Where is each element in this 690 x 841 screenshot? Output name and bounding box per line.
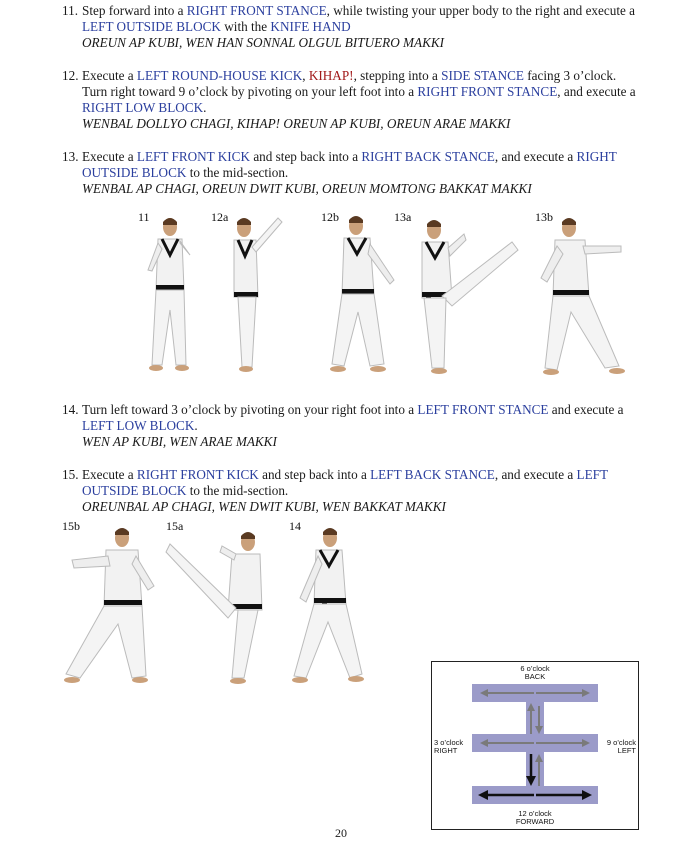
technique-term: LEFT BACK STANCE xyxy=(370,467,495,482)
technique-term: SIDE STANCE xyxy=(441,68,524,83)
photo-label-12a: 12a xyxy=(211,210,229,224)
step-number: 15. xyxy=(62,467,79,482)
photo-label-15a: 15a xyxy=(166,519,184,533)
instruction-text: and execute a xyxy=(548,402,624,417)
technique-term: RIGHT FRONT STANCE xyxy=(417,84,558,99)
kihap-callout: KIHAP! xyxy=(308,68,354,83)
technique-term: LEFT OUTSIDE BLOCK xyxy=(82,19,221,34)
martial-artist-figure xyxy=(222,212,297,375)
korean-terms: WENBAL AP CHAGI, OREUN DWIT KUBI, OREUN MOMTONG BAKKAT MAKKI xyxy=(82,181,532,196)
martial-artist-figure xyxy=(412,212,524,377)
korean-terms: OREUN AP KUBI, WEN HAN SONNAL OLGUL BITUERO MAKKI xyxy=(82,35,445,50)
technique-term: LEFT FRONT STANCE xyxy=(417,402,549,417)
step-13 xyxy=(62,149,642,197)
technique-term: RIGHT FRONT KICK xyxy=(136,467,259,482)
martial-artist-figure xyxy=(290,522,366,687)
pattern-diagram xyxy=(431,661,639,830)
technique-term: LEFT FRONT KICK xyxy=(136,149,251,164)
step-12 xyxy=(62,68,642,132)
instruction-text: with the xyxy=(220,19,271,34)
martial-artist-figure xyxy=(140,215,200,375)
instruction-text: , stepping into a xyxy=(353,68,442,83)
martial-artist-figure xyxy=(164,522,274,687)
page-number: 20 xyxy=(335,826,347,840)
pattern-lines xyxy=(432,662,638,829)
step-number: 11. xyxy=(62,3,78,18)
technique-term: LEFT OUTSIDE BLOCK xyxy=(82,467,608,498)
martial-artist-figure xyxy=(535,212,635,377)
photo-label-15b: 15b xyxy=(62,519,80,533)
technique-term: KNIFE HAND xyxy=(270,19,351,34)
instruction-text: . xyxy=(194,418,198,433)
step-instruction xyxy=(82,3,642,35)
technique-term: LEFT ROUND-HOUSE KICK xyxy=(136,68,303,83)
step-number: 14. xyxy=(62,402,79,417)
instruction-text: Step forward into a xyxy=(82,3,187,18)
label-right: 3 o’clock RIGHT xyxy=(434,738,464,755)
technique-term: RIGHT OUTSIDE BLOCK xyxy=(82,149,617,180)
label-forward: 12 o’clock FORWARD xyxy=(515,809,555,826)
instruction-text: and step back into a xyxy=(250,149,362,164)
step-11 xyxy=(62,3,642,51)
instruction-text: . xyxy=(203,100,207,115)
photo-label-12b: 12b xyxy=(321,210,339,224)
technique-term: RIGHT BACK STANCE xyxy=(361,149,495,164)
martial-artist-figure xyxy=(330,212,400,377)
step-instruction xyxy=(82,402,642,434)
martial-artist-figure xyxy=(62,522,162,687)
instruction-text: to the mid-section. xyxy=(186,483,289,498)
instruction-text: , while twisting your upper body to the right and execute a xyxy=(326,3,635,18)
step-number: 13. xyxy=(62,149,79,164)
instruction-text: Execute a xyxy=(82,68,137,83)
instruction-text: to the mid-section. xyxy=(186,165,289,180)
instruction-text: Turn left toward 3 o’clock by pivoting on your right foot into a xyxy=(82,402,418,417)
instruction-text: Execute a xyxy=(82,149,137,164)
instruction-text: facing 3 o’clock. Turn right toward 9 o’clock by pivoting on your left foot into a xyxy=(82,68,617,99)
step-15 xyxy=(62,467,642,515)
korean-terms: WEN AP KUBI, WEN ARAE MAKKI xyxy=(82,434,277,449)
korean-terms: WENBAL DOLLYO CHAGI, KIHAP! OREUN AP KUBI, OREUN ARAE MAKKI xyxy=(82,116,511,131)
photo-label-13a: 13a xyxy=(394,210,412,224)
photo-label-14: 14 xyxy=(289,519,301,533)
label-left: 9 o’clock LEFT xyxy=(606,738,636,755)
korean-terms: OREUNBAL AP CHAGI, WEN DWIT KUBI, WEN BAKKAT MAKKI xyxy=(82,499,446,514)
photo-label-13b: 13b xyxy=(535,210,553,224)
instruction-text: , and execute a xyxy=(557,84,636,99)
photo-label-11: 11 xyxy=(138,210,150,224)
label-back: 6 o’clock BACK xyxy=(520,664,550,681)
technique-term: LEFT LOW BLOCK xyxy=(82,418,195,433)
step-instruction xyxy=(82,149,642,181)
step-14 xyxy=(62,402,642,450)
step-instruction xyxy=(82,467,642,499)
instruction-text: , and execute a xyxy=(494,149,577,164)
step-instruction xyxy=(82,68,642,116)
instruction-text: , and execute a xyxy=(494,467,577,482)
technique-term: RIGHT LOW BLOCK xyxy=(82,100,204,115)
technique-term: RIGHT FRONT STANCE xyxy=(186,3,327,18)
instruction-text: Execute a xyxy=(82,467,137,482)
step-number: 12. xyxy=(62,68,79,83)
instruction-text: and step back into a xyxy=(258,467,371,482)
instruction-text: , xyxy=(302,68,309,83)
